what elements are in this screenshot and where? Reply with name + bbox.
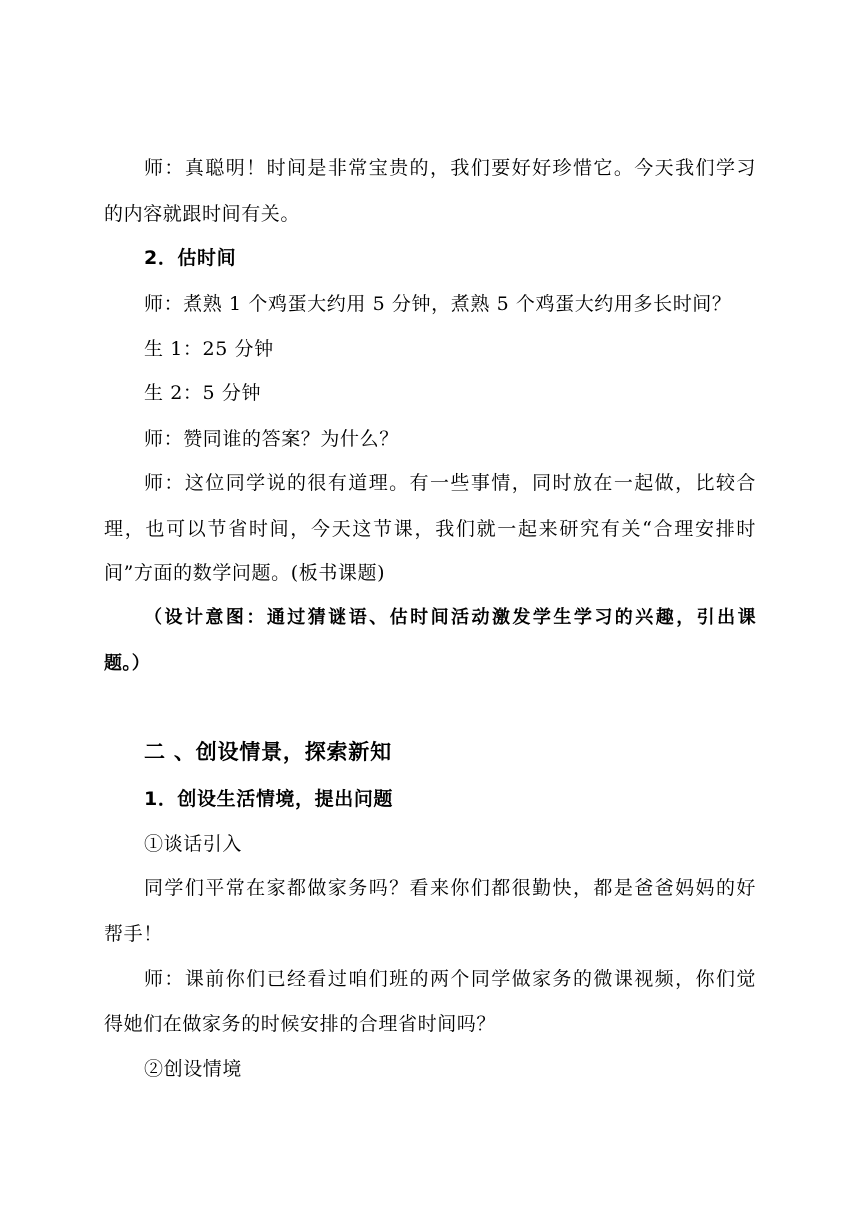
paragraph-teacher-reason-line3: 间”方面的数学问题。(板书课题) <box>104 562 386 584</box>
paragraph-student1-answer: 生 1：25 分钟 <box>144 338 274 360</box>
paragraph-teacher-praise-line1: 师：真聪明！时间是非常宝贵的，我们要好好珍惜它。今天我们学习 <box>144 157 756 179</box>
paragraph-egg-question: 师：煮熟 1 个鸡蛋大约用 5 分钟，煮熟 5 个鸡蛋大约用多长时间？ <box>144 293 732 315</box>
section-title-estimate-time: 2．估时间 <box>144 247 237 269</box>
design-intent-line2: 题。） <box>104 653 151 674</box>
part-two-heading: 二 、创设情景，探索新知 <box>144 740 392 764</box>
step-one-label: ①谈话引入 <box>144 833 243 855</box>
paragraph-teacher-why: 师：赞同谁的答案？为什么？ <box>144 428 399 450</box>
paragraph-student2-answer: 生 2：5 分钟 <box>144 382 262 404</box>
paragraph-housework-line2: 帮手！ <box>104 923 163 945</box>
paragraph-teacher-reason-line1: 师：这位同学说的很有道理。有一些事情，同时放在一起做，比较合 <box>144 472 756 494</box>
paragraph-housework-line1: 同学们平常在家都做家务吗？看来你们都很勤快，都是爸爸妈妈的好 <box>144 877 756 899</box>
subsection-title-life-situation: 1．创设生活情境，提出问题 <box>144 788 394 810</box>
paragraph-teacher-reason-line2: 理，也可以节省时间，今天这节课，我们就一起来研究有关“合理安排时 <box>104 518 756 540</box>
step-two-label: ②创设情境 <box>144 1058 243 1080</box>
paragraph-video-line1: 师：课前你们已经看过咱们班的两个同学做家务的微课视频，你们觉 <box>144 968 756 990</box>
paragraph-teacher-praise-line2: 的内容就跟时间有关。 <box>104 203 301 225</box>
design-intent-line1: （设计意图：通过猜谜语、估时间活动激发学生学习的兴趣，引出课 <box>144 607 756 628</box>
paragraph-video-line2: 得她们在做家务的时候安排的合理省时间吗？ <box>104 1013 497 1035</box>
